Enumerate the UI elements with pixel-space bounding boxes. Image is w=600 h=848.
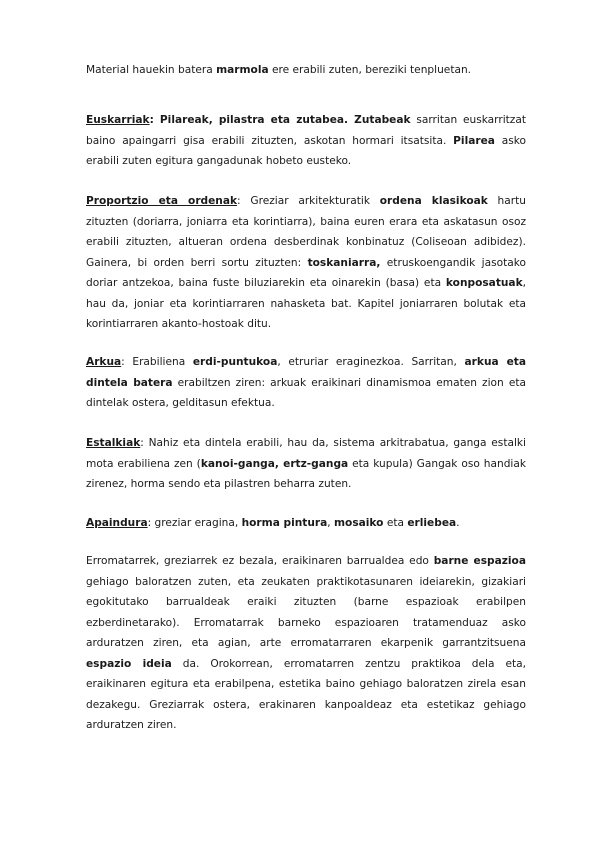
apaindura-heading: Apaindura — [86, 517, 148, 529]
apaindura-paragraph: Apaindura: greziar eragina, horma pintura, mosaiko eta erliebea. — [86, 517, 460, 529]
arkua-heading: Arkua — [86, 356, 122, 368]
estalkiak-paragraph: Estalkiak: Nahiz eta dintela erabili, hau da, sistema arkitrabatua, ganga estalki mota erabiliena zen (kanoi-ganga, ertz-ganga eta kupula) Gangak oso handiak zirenez, horma sendo eta pilastren beharra zuten. — [86, 437, 526, 490]
arkua-paragraph: Arkua: Erabiliena erdi-puntukoa, etruriar eraginezkoa. Sarritan, arkua eta dintela batera erabiltzen ziren: arkuak eraikinari dinamismoa ematen zion eta dintelak ostera, gelditasun efektua. — [86, 356, 527, 409]
estalkiak-heading: Estalkiak — [86, 437, 141, 449]
proportzio-paragraph: Proportzio eta ordenak: Greziar arkitekturatik ordena klasikoak hartu zituzten (doriarra, joniarra eta korintiarra), baina euren erara eta askatasun osoz erabili zituzten, altueran ordena desberdinak konbinatuz (Coliseoan adibidez). Gainera, bi orden berri sortu zituzten: toskaniarra, etruskoengandik jasotako doriar antzekoa, baina fuste biluziarekin eta oinarekin (basa) eta konposatuak, hau da, joniar eta korintiarraren nahasketa bat. Kapitel joniarraren bolutak eta korintiarraren akanto-hostoak ditu. — [86, 195, 526, 330]
proportzio-heading: Proportzio eta ordenak — [86, 195, 238, 207]
closing-paragraph: Erromatarrek, greziarrek ez bezala, eraikinaren barrualdea edo barne espazioa gehiago baloratzen zuten, eta zeukaten praktikotasunaren ideiarekin, gizakiari egokitutako barrualdeak eraiki zituzten (barne espazioak erabilpen ezberdinetarako). Erromatarrak barneko espazioaren tratamenduaz asko arduratzen ziren, eta agian, arte erromatarraren ekarpenik garrantzitsuena espazio ideia da. Orokorrean, erromatarren zentzu praktikoa dela eta, eraikinaren egitura eta erabilpena, estetika baino gehiago baloratzen zirela esan dezakegu. Greziarrak ostera, erakinaren kanpoaldeaz eta estetikaz gehiago arduratzen ziren. — [86, 555, 526, 731]
euskarriak-paragraph: Euskarriak: Pilareak, pilastra eta zutabea. Zutabeak sarritan euskarritzat baino apaingarri gisa erabili zituzten, askotan hormari itsatsita. Pilarea asko erabili zuten egitura gangadunak hobeto eusteko. — [86, 114, 526, 167]
euskarriak-heading: Euskarriak — [86, 114, 150, 126]
intro-paragraph: Material hauekin batera marmola ere erabili zuten, bereziki tenpluetan. — [86, 64, 472, 76]
